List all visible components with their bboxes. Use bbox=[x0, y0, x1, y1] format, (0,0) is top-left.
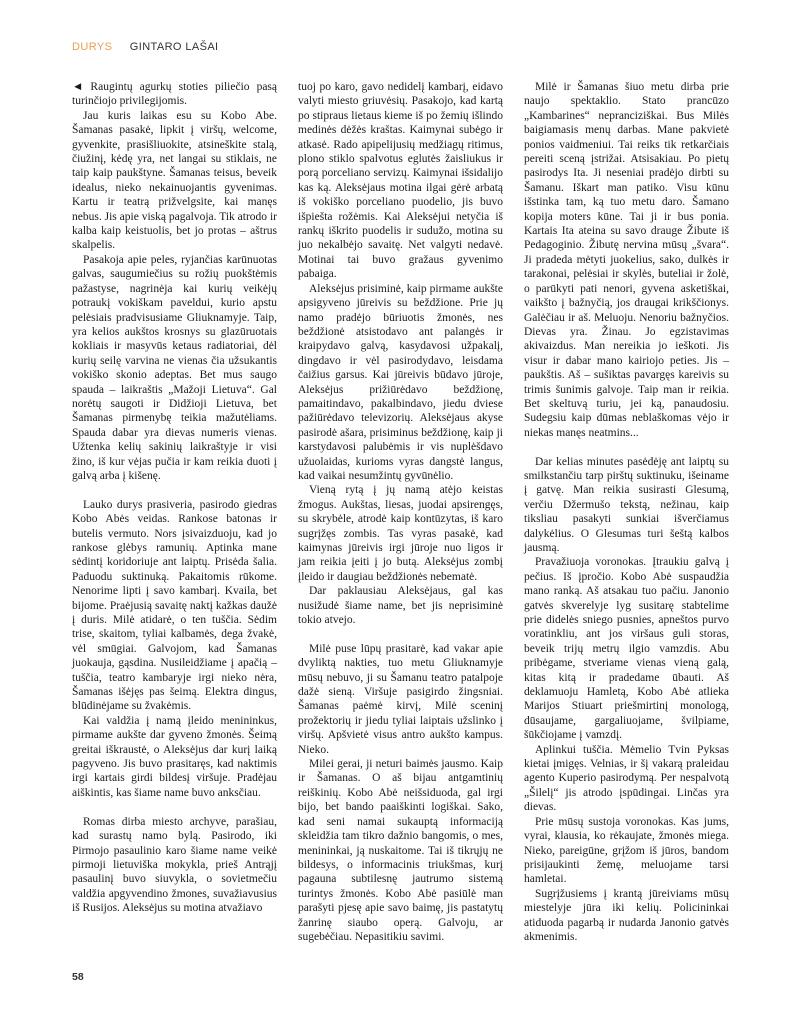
paragraph: Milė ir Šamanas šiuo metu dirba prie naujo spektaklio. Stato prancūzo „Kambarines“ nepranciziškai. Bus Milės baigiamasis menų darbas. Mane pakvietė ponios vaidmeniui. Tai reiks tik retkarčiais pereiti sceną įstrižai. Atsisakiau. Po pietų pasirodys Ita. Ji neseniai pradėjo dirbti su Šamanu. Iškart man patiko. Visu kūnu išstinka tam, ką tuo metu daro. Šamano kopija moters kūne. Tai ji ir bus ponia. Kartais Ita ateina su savo drauge Žibute iš Pedagoginio. Žibutę nervina mūsų „švara“. Ji pradeda mėtyti juokelius, sako, dulkės ir tarakonai, pelėsiai ir skylės, buteliai ir žolė, o parūkyti pati nenori, gyvena asketiškai, vaikšto į bažnyčią, jos draugai krikščionys. Galėčiau ir aš. Meluoju. Nenoriu bažnyčios. Dievas yra. Žinau. Jo egzistavimas akivaizdus. Man nereikia jo ieškoti. Jis visur ir dabar mano kairiojo peties. Jis – paukštis. Aš – sušiktas pavargęs kareivis su trimis šunimis galvoje. Taip man ir reikia. Bet skeltuvą turiu, jei ką, panaudosiu. Sudegsiu kaip dūmas neblaškomas vėjo ir niekas manęs neatmins... bbox=[524, 81, 729, 439]
paragraph: Sugrįžusiems į krantą jūreiviams mūsų miestelyje jūra iki kelių. Policininkai atiduoda pagarbą ir nudarda Janonio gatvės akmenimis. bbox=[524, 887, 729, 943]
page-number: 58 bbox=[72, 971, 84, 983]
text-column-3 bbox=[524, 80, 729, 944]
paragraph: Vieną rytą į jų namą atėjo keistas žmogus. Aukštas, liesas, juodai apsirengęs, su skrybėle, atrodė kaip kontūzytas, iš karo sugrįžęs zombis. Tas vyras pasakė, kad kaimynas jūreivis irgi jūroje nuo ligos ir jam reikia įeiti į jo butą. Aleksėjus zombį įleido ir daugiau beždžionės nebematė. bbox=[298, 484, 503, 583]
paragraph: Romas dirba miesto archyve, parašiau, kad surastų namo bylą. Pasirodo, iki Pirmojo pasaulinio karo šiame name veikė pirmoji lietuviška mokykla, prieš Antrąjį pasaulinį buvo siuvykla, o sovietmečiu valdžia apgyvendino žmones, suvažiavusius iš Rusijos. Aleksėjus su motina atvažiavo bbox=[72, 815, 277, 915]
paragraph: Jau kuris laikas esu su Kobo Abe. Šamanas pasakė, lipkit į viršų, welcome, gyvenkite, prasišliuokite, atsineškite stalą, čiužinį, kėdę yra, net langai su stiklais, ne taip kaip paukštyne. Šamanas teisus, beveik idealus, nieko nekainuojantis gyvenimas. Kartu ir teatrą prižvelgsite, kai manęs nebus. Jis apie viską pagalvoja. Tik atrodo ir kalba kaip keistuolis, bet jo protas – aštrus skalpelis. bbox=[72, 109, 277, 252]
text-column-2 bbox=[298, 80, 503, 944]
paragraph: Kai valdžia į namą įleido menininkus, pirmame aukšte dar gyveno žmonės. Šeimą greitai iškraustė, o Aleksėjus dar kurį laiką pagyveno. Jis buvo prasitaręs, kad naktimis irgi kartais girdi bildesį viršuje. Pradėjau aiškintis, kas šiame name buvo anksčiau. bbox=[72, 714, 277, 799]
paragraph: tuoj po karo, gavo nedidelį kambarį, eidavo valyti miesto griuvėsių. Pasakojo, kad kartą po stipraus lietaus kieme iš po žemių išlindo medinės dėžės kraštas. Kaimynai subėgo ir atkasė. Rado apipelijusių medžiagų ritimus, plono stiklo spalvotus eglutės žaisliukus ir porą porceliano servizų. Kaimynai išsidalijo kas ką. Aleksėjaus motina ilgai gėrė arbatą iš vokiško porceliano puodelio, jis buvo išpiešta rožėmis. Kai Aleksėjui netyčia iš rankų iškrito puodelis ir sudužo, motina su juo nekalbėjo savaitę. Net valgyti nedavė. Motinai tai buvo gražaus gyvenimo pabaiga. bbox=[298, 81, 503, 281]
paragraph: Pasakoja apie peles, ryjančias karūnuotas galvas, saugumiečius su rožių puokštėmis pažastyse, nagrinėja kai kurių veikėjų potraukį vokiškam paveldui, kurio apstu pelėsiais pradvisusiame Gliuknamyje. Taip, yra kelios aukštos krosnys su glazūruotais kokliais ir masyvūs ketaus radiatoriai, dėl kurių seilę varvina ne vienas čia užsukantis vokiško skonio adeptas. Bet mus saugo spauda – laikraštis „Mažoji Lietuva“. Gal norėtų saugoti ir Didžioji Lietuva, bet Šamanas pirmenybę teikia mažutėliams. Spauda dabar yra dievas numeris vienas. Užtenka kelių sakinių laikraštyje ir visi žino, iš kur vėjas pučia ir kam reikia duoti į galvą arba į kišenę. bbox=[72, 253, 277, 482]
paragraph: Dar paklausiau Aleksėjaus, gal kas nusižudė šiame name, bet jis neprisiminė tokio atvejo. bbox=[298, 585, 503, 627]
paragraph: Dar kelias minutes pasėdėję ant laiptų su smilkstančiu tarp pirštų suktinuku, išeiname į gatvę. Man reikia susirasti Glesumą, verčiu Džermušo tekstą, nežinau, kaip tiksliau pasakyti sunkiai išverčiamus dalykėlius. O Glesumas turi šeštą kalbos jausmą. bbox=[524, 455, 729, 554]
paragraph: Milė puse lūpų prasitarė, kad vakar apie dvyliktą nakties, tuo metu Gliuknamyje mūsų nebuvo, ji su Šamanu teatro patalpoje dažė sieną. Viršuje pasigirdo žingsniai. Šamanas paėmė kirvį, Milė sceninį prožektorių ir jiedu tyliai laiptais užslinko į viršų. Apšvietė visus antro aukšto kampus. Nieko. bbox=[298, 642, 503, 756]
running-header bbox=[72, 41, 219, 53]
paragraph: Aleksėjus prisiminė, kaip pirmame aukšte apsigyveno jūreivis su beždžione. Prie jų namo pradėjo būriuotis žmonės, nes beždžionė atsistodavo ant palangės ir kraipydavo galvą, kasydavosi užpakalį, dingdavo ir vėl pasirodydavo, leisdama čaižius garsus. Kai jūreivis būdavo jūroje, Aleksėjus prižiūrėdavo beždžionę, pamaitindavo, pakalbindavo, jiedu dviese pažiūrėdavo televizorių. Aleksėjaus akyse pasirodė ašara, prisiminus beždžionę, kaip ji karstydavosi palubėmis ir vis nuplėšdavo užuolaidas, kurioms vyras dangstė langus, kad vaikai nesumžintų gyvūnėlio. bbox=[298, 282, 503, 482]
paragraph: Lauko durys prasiveria, pasirodo giedras Kobo Abės veidas. Rankose batonas ir butelis vermuto. Nors įsivaizduoju, kad jo rankose glėbys ramunių. Aptinka mane sėdintį koridoriuje ant laiptų. Prisėda šalia. Paduodu suktinuką. Pakaitomis rūkome. Nenorime lipti į savo kambarį. Kvaila, bet bijome. Praėjusią savaitę naktį kažkas daužė į duris. Milė atidarė, o ten tuščia. Sėdim trise, skaitom, tyliai kalbamės, dega žvakė, vėl smūgiai. Galvojom, kad Šamanas juokauja, gąsdina. Nusileidžiame į apačią – tuščia, teatro kambaryje irgi nieko nėra, Šamanas išėjęs pas šeimą. Elektra dingus, blūdinėjame su žvakėmis. bbox=[72, 498, 277, 713]
paragraph: Aplinkui tuščia. Mėmelio Tvin Pyksas kietai įmigęs. Velnias, ir šį vakarą praleidau agento Kuperio pasirodymą. Per nespalvotą „Šilelį“ jis atrodo įspūdingai. Linčas yra dievas. bbox=[524, 743, 729, 814]
author-name: GINTARO LAŠAI bbox=[129, 41, 219, 53]
section-label: DURYS bbox=[72, 41, 113, 53]
paragraph: Milei gerai, ji neturi baimės jausmo. Kaip ir Šamanas. O aš bijau antgamtinių reiškinių. Kobo Abė neišsiduoda, gal irgi bijo, bet bando paaiškinti logiškai. Sako, kad seni namai sukauptą informaciją skleidžia tam tikro dažnio bangomis, o mes, menininkai, ją nuskaitome. Tai iš tikrųjų ne bildesys, o informacinis triukšmas, kurį pagauna subtilesnę jautrumo sistemą turintys žmonės. Kobo Abė pasiūlė man parašyti pjesę apie savo baimę, jis pastatytų žanrinę siaubo operą. Galvoju, ar sugebėčiau. Nepasitikiu savimi. bbox=[298, 758, 503, 943]
text-column-1 bbox=[72, 80, 277, 916]
paragraph: Prie mūsų sustoja voronokas. Kas jums, vyrai, klausia, ko rėkaujate, žmonės miega. Nieko, pareigūne, grįžom iš jūros, bandom prisijaukinti žemę, meluojame tarsi hamletai. bbox=[524, 815, 729, 886]
paragraph: Pravažiuoja voronokas. Įtraukiu galvą į pečius. Iš įpročio. Kobo Abė suspaudžia mano ranką. Aš atsakau tuo pačiu. Janonio gatvės skverelyje lyg susitarę stabtelime prie didelės sniego pusnies, apneštos purvo voratinkliu, ant jos viršaus guli storas, beveik trijų metrų ilgio vamzdis. Abu pribėgame, stveriame vienas vieną galą, kitas kitą ir pradedame ūbauti. Aš deklamuoju Hamletą, Kobo Abė atlieka Marijos Stiuart priešmirtinį monologą, dūsaujame, gargaliuojame, švilpiame, šūkčiojame į vamzdį. bbox=[524, 556, 729, 742]
paragraph: ◄ Raugintų agurkų stoties piliečio pasą turinčiojo privilegijomis. bbox=[72, 81, 277, 108]
